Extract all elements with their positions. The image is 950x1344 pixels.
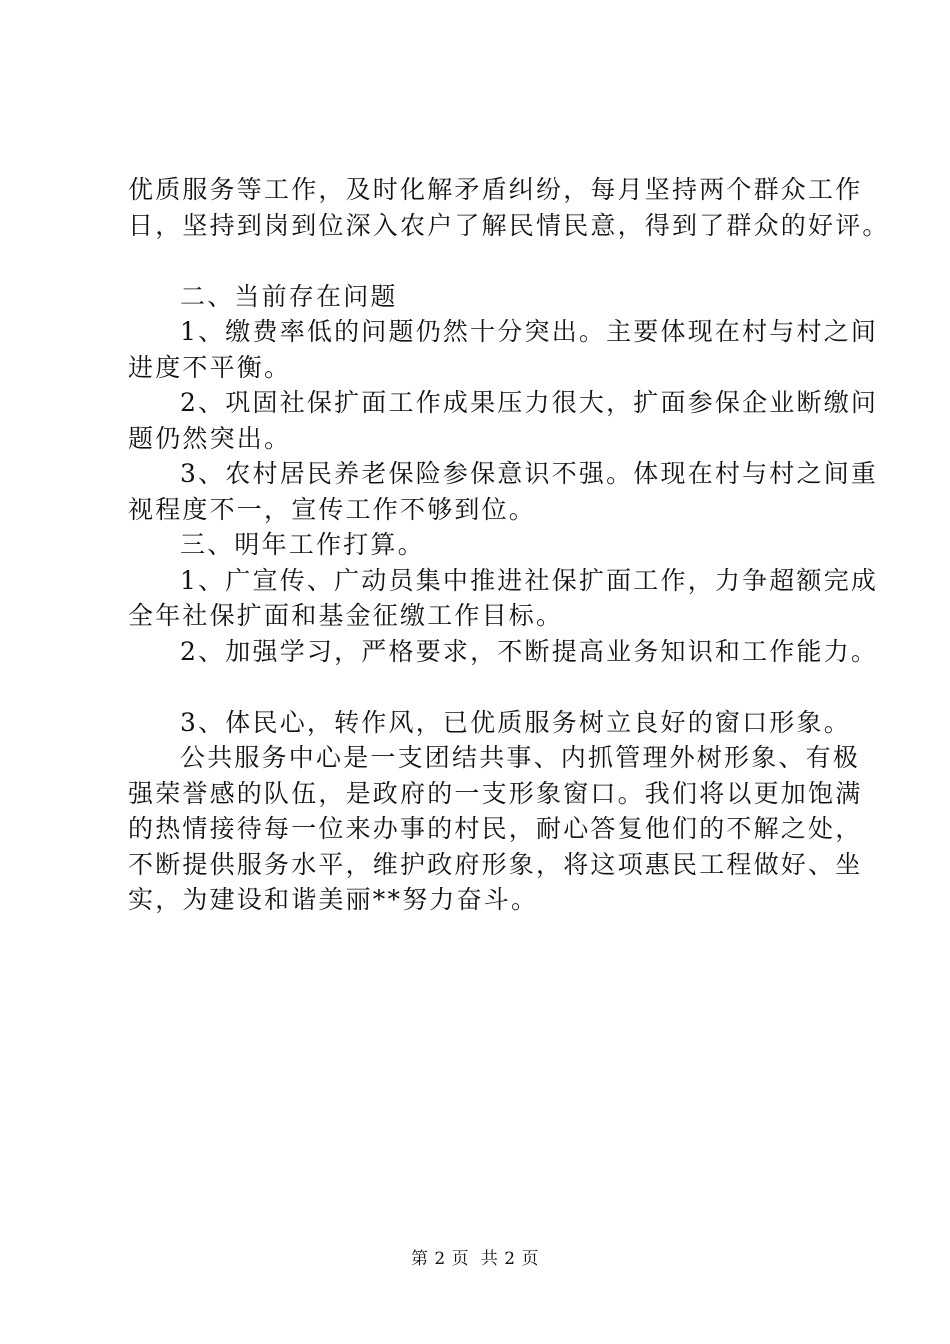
body-line: 2、巩固社保扩面工作成果压力很大，扩面参保企业断缴问 (180, 388, 879, 417)
body-line: 全年社保扩面和基金征缴工作目标。 (128, 601, 564, 630)
page-number: 第 2 页 共 2 页 (410, 1249, 540, 1269)
body-line: 3、农村居民养老保险参保意识不强。体现在村与村之间重 (180, 459, 879, 488)
body-line: 2、加强学习，严格要求，不断提高业务知识和工作能力。 (180, 636, 879, 666)
body-line: 不断提供服务水平，维护政府形象，将这项惠民工程做好、坐 (128, 849, 863, 879)
body-line: 3、体民心，转作风，已优质服务树立良好的窗口形象。 (180, 707, 851, 737)
page-footer (0, 1244, 950, 1269)
body-line: 进度不平衡。 (128, 352, 292, 382)
body-line: 的热情接待每一位来办事的村民，耐心答复他们的不解之处， (128, 814, 863, 843)
body-line: 优质服务等工作，及时化解矛盾纠纷，每月坚持两个群众工作 (128, 175, 863, 204)
body-line: 实，为建设和谐美丽**努力奋斗。 (128, 885, 539, 914)
body-line: 1、缴费率低的问题仍然十分突出。主要体现在村与村之间 (180, 317, 879, 346)
body-line: 题仍然突出。 (128, 423, 292, 453)
body-line: 视程度不一，宣传工作不够到位。 (128, 494, 537, 524)
body-line: 公共服务中心是一支团结共事、内抓管理外树形象、有极 (180, 743, 861, 772)
body-line: 强荣誉感的队伍，是政府的一支形象窗口。我们将以更加饱满 (128, 778, 863, 808)
document-body (128, 172, 890, 918)
section-heading: 二、当前存在问题 (180, 281, 398, 311)
body-line: 1、广宣传、广动员集中推进社保扩面工作，力争超额完成 (180, 565, 879, 595)
body-line: 日，坚持到岗到位深入农户了解民情民意，得到了群众的好评。 (128, 210, 890, 240)
section-heading: 三、明年工作打算。 (180, 530, 425, 559)
